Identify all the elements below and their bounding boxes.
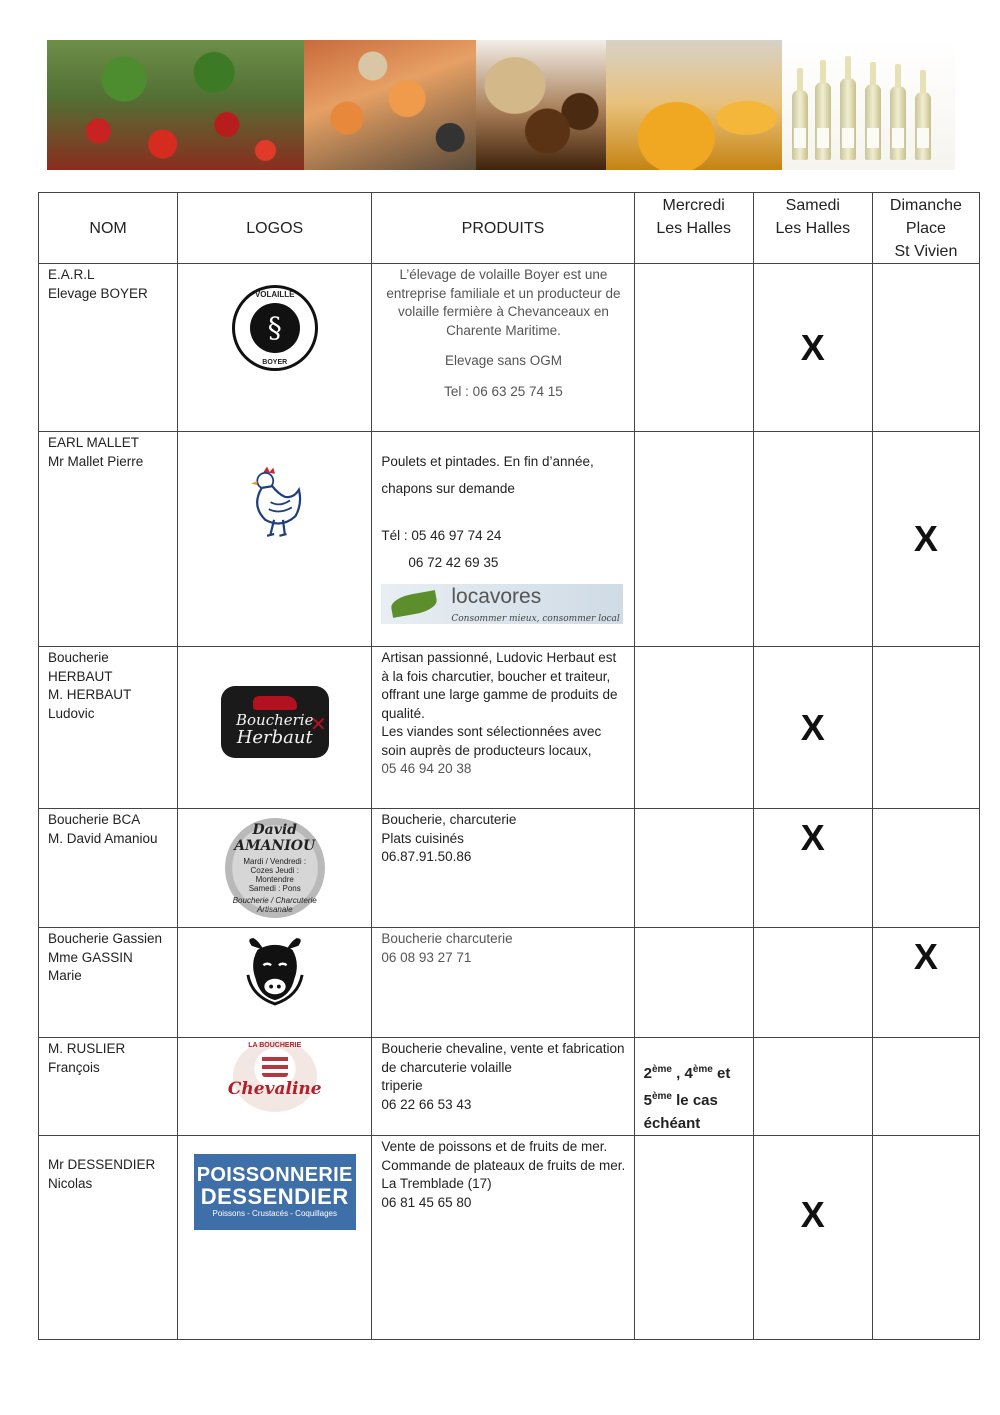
table-row bbox=[39, 647, 980, 809]
logo-text: Herbaut bbox=[236, 727, 313, 748]
products-cell bbox=[372, 1136, 634, 1340]
special-schedule-text: 5 bbox=[643, 1092, 652, 1109]
logo-text: David AMANIOU bbox=[234, 822, 316, 854]
knife-icon: ✕ bbox=[309, 712, 327, 736]
products-cell bbox=[372, 1038, 634, 1136]
logo-text: BOYER bbox=[262, 359, 288, 366]
poissonnerie-dessendier-logo bbox=[194, 1154, 356, 1230]
header-dimanche-location: St Vivien bbox=[894, 243, 958, 260]
name-line: Marie bbox=[48, 968, 82, 983]
presence-mark: X bbox=[800, 817, 825, 858]
producer-name bbox=[39, 809, 178, 928]
boucherie-chevaline-logo bbox=[227, 1040, 322, 1112]
name-line: Boucherie BCA bbox=[48, 812, 141, 827]
samedi-cell bbox=[753, 1136, 872, 1340]
table-row bbox=[39, 432, 980, 647]
logo-text: VOLAILLE bbox=[254, 290, 295, 299]
name-line: E.A.R.L bbox=[48, 267, 95, 282]
special-schedule-text: 4 bbox=[684, 1065, 693, 1082]
vegetables-photo bbox=[47, 40, 304, 170]
name-line: M. RUSLIER bbox=[48, 1041, 126, 1056]
boucherie-herbaut-logo bbox=[221, 686, 329, 758]
dimanche-cell bbox=[872, 432, 979, 647]
product-text: Plats cuisinés bbox=[381, 830, 464, 846]
product-text: Les viandes sont sélectionnées avec soin auprès de producteurs locaux, bbox=[381, 724, 602, 758]
logo-cell bbox=[178, 264, 372, 432]
name-line: M. David Amaniou bbox=[48, 830, 158, 846]
special-schedule-text: le cas échéant bbox=[643, 1092, 718, 1132]
logo-text: Mardi / Vendredi : Cozes Jeudi : Montendre Samedi : Pons bbox=[243, 857, 307, 893]
product-text: chapons sur demande bbox=[381, 481, 515, 496]
producer-name bbox=[39, 647, 178, 809]
products-cell bbox=[372, 928, 634, 1038]
logo-text: Boucherie / Charcuterie Artisanale bbox=[232, 896, 317, 914]
table-row bbox=[39, 928, 980, 1038]
product-text: Boucherie chevaline, vente et fabrication de charcuterie volaille bbox=[381, 1041, 625, 1075]
name-line: Elevage BOYER bbox=[48, 285, 148, 301]
header-samedi-place: Les Halles bbox=[775, 220, 851, 237]
bottle-icon bbox=[915, 92, 931, 160]
seafood-photo bbox=[304, 40, 476, 170]
header-dimanche-place: Place bbox=[905, 220, 946, 237]
bottle-icon bbox=[815, 82, 831, 160]
phone-text: Tél : 05 46 97 74 24 bbox=[381, 528, 502, 543]
producer-name bbox=[39, 928, 178, 1038]
locavores-badge bbox=[381, 584, 623, 624]
coffee-photo bbox=[476, 40, 606, 170]
producer-table bbox=[38, 192, 980, 1340]
products-cell bbox=[372, 264, 634, 432]
logo-text: Chevaline bbox=[227, 1079, 322, 1099]
goose-icon: § bbox=[250, 303, 300, 353]
product-text: Poulets et pintades. En fin d’année, bbox=[381, 454, 594, 469]
bottle-icon bbox=[865, 84, 881, 160]
bottle-icon bbox=[792, 90, 808, 160]
name-line: M. HERBAUT bbox=[48, 687, 132, 702]
logo-cell bbox=[178, 1038, 372, 1136]
wine-bottles-photo bbox=[782, 40, 955, 170]
products-cell bbox=[372, 809, 634, 928]
logo-text: LA BOUCHERIE bbox=[248, 1042, 302, 1049]
mercredi-cell bbox=[634, 809, 753, 928]
phone-text: Tel : 06 63 25 74 15 bbox=[444, 383, 563, 399]
samedi-cell bbox=[753, 809, 872, 928]
header-logos: LOGOS bbox=[178, 193, 372, 264]
mercredi-cell bbox=[634, 264, 753, 432]
header-samedi-day: Samedi bbox=[785, 197, 840, 214]
dimanche-cell bbox=[872, 809, 979, 928]
logo-cell bbox=[178, 809, 372, 928]
checkered-icon bbox=[262, 1053, 288, 1077]
product-text: triperie bbox=[381, 1078, 423, 1093]
header-mercredi-place: Les Halles bbox=[656, 220, 732, 237]
header-dimanche bbox=[872, 193, 979, 264]
dimanche-cell bbox=[872, 647, 979, 809]
table-row bbox=[39, 809, 980, 928]
dimanche-cell bbox=[872, 1038, 979, 1136]
header-row bbox=[39, 193, 980, 264]
logo-text: POISSONNERIE bbox=[196, 1163, 353, 1186]
header-dimanche-day: Dimanche bbox=[889, 197, 962, 214]
table-row bbox=[39, 264, 980, 432]
honey-photo bbox=[606, 40, 782, 170]
name-line: EARL MALLET bbox=[48, 435, 140, 450]
product-text: Artisan passionné, Ludovic Herbaut est à la fois charcutier, boucher et traiteur, offrant une large gamme de produits de qualité. bbox=[381, 650, 618, 721]
samedi-cell bbox=[753, 1038, 872, 1136]
samedi-cell bbox=[753, 264, 872, 432]
name-line: Mr Mallet Pierre bbox=[48, 453, 144, 469]
producer-name bbox=[39, 432, 178, 647]
logo-text: Poissons - Crustacés - Coquillages bbox=[212, 1208, 337, 1218]
phone-text: 06.87.91.50.86 bbox=[381, 849, 472, 864]
samedi-cell bbox=[753, 647, 872, 809]
bottle-icon bbox=[890, 86, 906, 160]
dimanche-cell bbox=[872, 1136, 979, 1340]
badge-slogan: Consommer mieux, consommer local bbox=[451, 614, 620, 624]
logo-text: DESSENDIER bbox=[200, 1183, 349, 1209]
product-text: L’élevage de volaille Boyer est une entreprise familiale et un producteur de volaille fermière à Chevanceaux en Charente Maritime. bbox=[386, 267, 621, 338]
product-text: Vente de poissons et de fruits de mer. Commande de plateaux de fruits de mer. bbox=[381, 1139, 626, 1173]
presence-mark: X bbox=[800, 326, 825, 368]
david-amaniou-logo bbox=[225, 818, 325, 918]
cow-icon bbox=[253, 696, 297, 710]
name-line: Boucherie bbox=[48, 650, 109, 665]
special-schedule-text: , bbox=[671, 1065, 685, 1082]
table-row bbox=[39, 1038, 980, 1136]
phone-text: 06 81 45 65 80 bbox=[381, 1194, 472, 1210]
phone-text: 06 72 42 69 35 bbox=[408, 555, 499, 570]
header-banner bbox=[47, 40, 955, 170]
product-text: Boucherie charcuterie bbox=[381, 931, 513, 946]
ordinal-suffix: ème bbox=[651, 1064, 672, 1075]
product-text: Elevage sans OGM bbox=[444, 353, 562, 368]
name-line: Mr DESSENDIER bbox=[48, 1157, 156, 1172]
mercredi-cell bbox=[634, 647, 753, 809]
producer-name bbox=[39, 264, 178, 432]
samedi-cell bbox=[753, 928, 872, 1038]
presence-mark: X bbox=[913, 518, 938, 559]
presence-mark: X bbox=[800, 706, 825, 748]
name-line: François bbox=[48, 1059, 100, 1075]
ordinal-suffix: ème bbox=[651, 1091, 672, 1102]
mercredi-cell bbox=[634, 432, 753, 647]
product-text: Boucherie, charcuterie bbox=[381, 812, 517, 827]
leaf-icon bbox=[390, 590, 439, 618]
header-mercredi-day: Mercredi bbox=[662, 197, 725, 214]
dimanche-cell bbox=[872, 264, 979, 432]
producer-name bbox=[39, 1136, 178, 1340]
presence-mark: X bbox=[913, 936, 938, 977]
header-nom: NOM bbox=[39, 193, 178, 264]
mercredi-cell bbox=[634, 1136, 753, 1340]
bull-head-logo bbox=[244, 936, 306, 1006]
table-row bbox=[39, 1136, 980, 1340]
products-cell bbox=[372, 647, 634, 809]
name-line: Boucherie Gassien bbox=[48, 931, 163, 946]
dimanche-cell bbox=[872, 928, 979, 1038]
product-text: La Tremblade (17) bbox=[381, 1176, 492, 1191]
mercredi-cell bbox=[634, 1038, 753, 1136]
phone-text: 05 46 94 20 38 bbox=[381, 761, 472, 776]
logo-cell bbox=[178, 1136, 372, 1340]
bottle-icon bbox=[840, 78, 856, 160]
special-schedule-text: 2 bbox=[643, 1065, 652, 1082]
name-line: HERBAUT bbox=[48, 668, 113, 684]
logo-cell bbox=[178, 647, 372, 809]
presence-mark: X bbox=[800, 1194, 825, 1235]
samedi-cell bbox=[753, 432, 872, 647]
badge-title: locavores bbox=[451, 585, 542, 608]
name-line: Nicolas bbox=[48, 1175, 93, 1191]
special-schedule-text: et bbox=[712, 1065, 731, 1082]
header-samedi bbox=[753, 193, 872, 264]
producer-name bbox=[39, 1038, 178, 1136]
logo-text: Boucherie bbox=[235, 711, 314, 729]
products-cell bbox=[372, 432, 634, 647]
mercredi-cell bbox=[634, 928, 753, 1038]
header-mercredi bbox=[634, 193, 753, 264]
phone-text: 06 08 93 27 71 bbox=[381, 949, 472, 965]
ordinal-suffix: ème bbox=[692, 1064, 713, 1075]
phone-text: 06 22 66 53 43 bbox=[381, 1096, 472, 1112]
name-line: Ludovic bbox=[48, 705, 95, 721]
logo-cell bbox=[178, 928, 372, 1038]
name-line: Mme GASSIN bbox=[48, 949, 133, 965]
rooster-logo bbox=[244, 468, 306, 538]
volaille-boyer-logo bbox=[232, 285, 318, 371]
logo-cell bbox=[178, 432, 372, 647]
header-produits: PRODUITS bbox=[372, 193, 634, 264]
